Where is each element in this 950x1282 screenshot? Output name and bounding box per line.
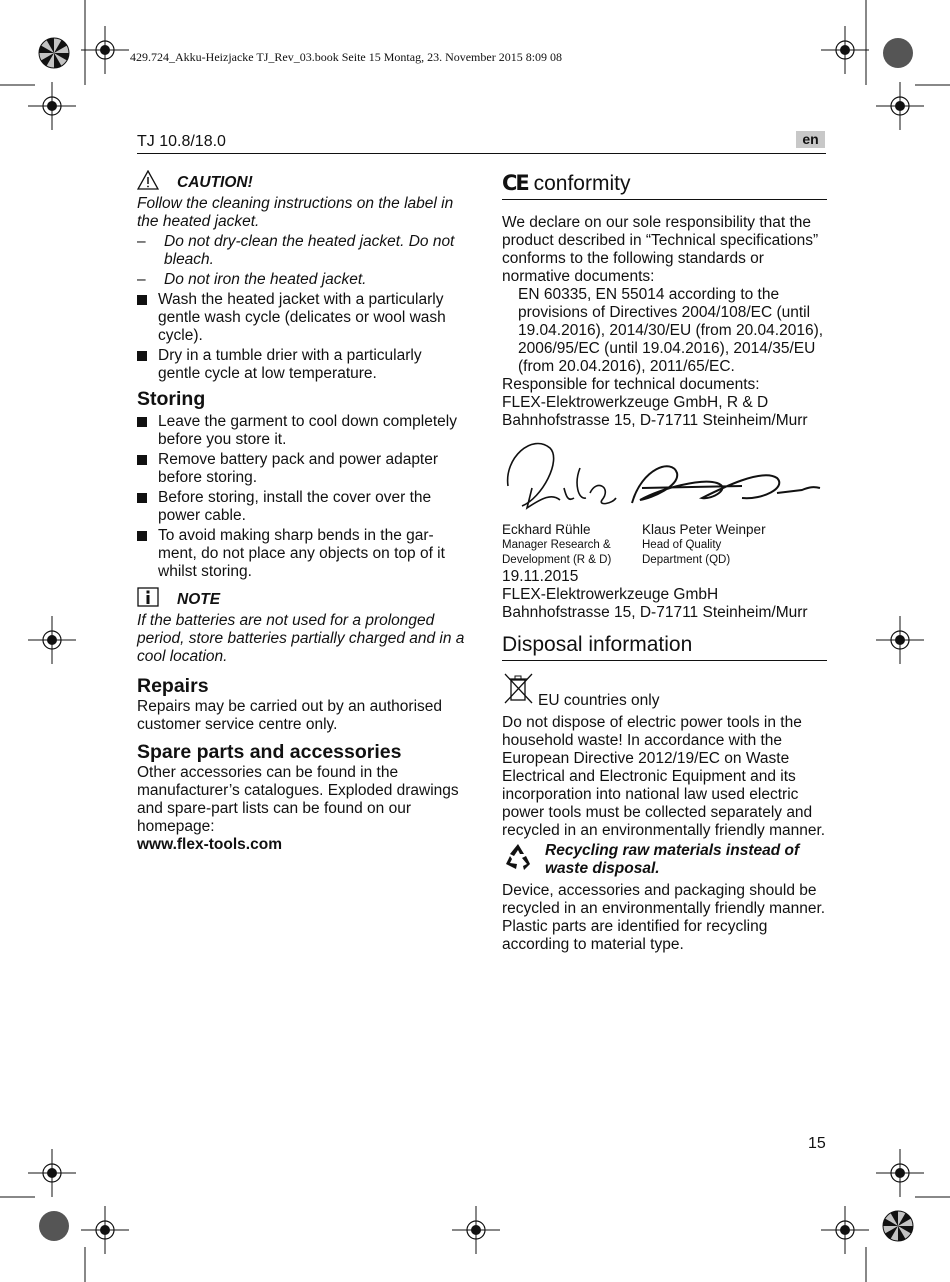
info-icon <box>137 587 177 612</box>
bullet-item: Before storing, install the cover over the power cable. <box>137 489 467 525</box>
note-text: If the batteries are not used for a prolonged period, store batteries partially charged and in a cool location. <box>137 612 465 665</box>
note-label: NOTE <box>177 590 221 608</box>
conformity-title: conformity <box>533 172 631 195</box>
recycling-callout <box>502 842 827 878</box>
bullet-item: Leave the garment to cool down completely before you store it. <box>137 413 467 449</box>
eu-only-label: EU countries only <box>538 692 660 709</box>
standards-text: EN 60335, EN 55014 according to the provisions of Directives 2004/108/EC (until 19.04.2016), 2014/30/EU (from 20.04.2016), 2006/95/EC (until 19.04.2016), 2014/35/EU (from 20.04.2016), 2011/65/EC. <box>518 286 824 375</box>
signatory-2-name: Klaus Peter Weinper <box>642 522 766 537</box>
ce-mark-icon: CE <box>502 171 528 195</box>
spare-parts-heading: Spare parts and accessories <box>137 741 402 763</box>
recycling-icon <box>502 842 545 878</box>
repairs-text: Repairs may be carried out by an authorised customer service centre only. <box>137 698 442 733</box>
storing-heading: Storing <box>137 388 206 410</box>
repairs-heading: Repairs <box>137 675 209 697</box>
company-name: FLEX-Elektrowerkzeuge GmbH <box>502 586 719 603</box>
declaration-date: 19.11.2015 <box>502 568 579 585</box>
bullet-item: Remove battery pack and power adapter before storing. <box>137 451 467 487</box>
signatory-1-role: Development (R & D) <box>502 554 612 566</box>
bullet-item: To avoid making sharp bends in the gar-ment, do not place any objects on top of it whilst storing. <box>137 527 467 581</box>
caution-text: Follow the cleaning instructions on the label in the heated jacket. <box>137 195 454 230</box>
disposal-heading: Disposal information <box>502 632 827 661</box>
left-column <box>137 170 467 854</box>
warning-triangle-icon <box>137 170 177 195</box>
conformity-heading <box>502 170 827 200</box>
dash-item: – Do not iron the heated jacket. <box>137 271 367 288</box>
spare-parts-text: Other accessories can be found in the manufacturer’s catalogues. Exploded drawings and spare-part lists can be found on our homepage: <box>137 764 459 835</box>
handwritten-signatures <box>502 438 827 518</box>
page-number: 15 <box>808 1135 826 1152</box>
responsible-address: Bahnhofstrasse 15, D-71711 Steinheim/Murr <box>502 412 808 429</box>
right-column <box>502 170 827 954</box>
signature-block <box>502 438 827 568</box>
recycling-title: Recycling raw materials instead of waste disposal. <box>545 842 800 877</box>
print-info-line: 429.724_Akku-Heizjacke TJ_Rev_03.book Seite 15 Montag, 23. November 2015 8:09 08 <box>130 50 563 64</box>
signatory-1-role: Manager Research & <box>502 539 611 551</box>
responsible-label: Responsible for technical documents: <box>502 376 760 393</box>
model-title: TJ 10.8/18.0 <box>137 133 226 150</box>
disposal-text: Do not dispose of electric power tools in the household waste! In accordance with the European Directive 2012/19/EC on Waste Electrical and Electronic Equipment and its incorporation into national law used electric power tools must be collected separately and recycled in an environmentally friendly manner. <box>502 714 826 839</box>
bullet-item: Dry in a tumble drier with a particularly gentle cycle at low temperature. <box>137 347 467 383</box>
note-callout <box>137 587 467 612</box>
declaration-text: We declare on our sole responsibility that the product described in “Technical specifications” conforms to the following standards or normative documents: <box>502 214 819 285</box>
website-link[interactable]: www.flex-tools.com <box>137 836 282 853</box>
caution-callout <box>137 170 467 195</box>
dash-item: – Do not dry-clean the heated jacket. Do not bleach. <box>137 233 455 268</box>
eu-only-row <box>502 673 827 710</box>
caution-label: CAUTION! <box>177 173 253 191</box>
responsible-company: FLEX-Elektrowerkzeuge GmbH, R & D <box>502 394 769 411</box>
recycling-text: Device, accessories and packaging should be recycled in an environmentally friendly manner. Plastic parts are identified for recycling according to material type. <box>502 882 826 953</box>
language-badge: en <box>796 131 825 148</box>
signatory-1-name: Eckhard Rühle <box>502 522 591 537</box>
crossed-bin-icon <box>502 673 536 710</box>
bullet-item: Wash the heated jacket with a particularly gentle wash cycle (delicates or wool wash cycle). <box>137 291 467 345</box>
signatory-2-role: Head of Quality <box>642 539 722 551</box>
company-address: Bahnhofstrasse 15, D-71711 Steinheim/Murr <box>502 604 808 621</box>
header-rule <box>137 153 826 154</box>
signatory-2-role: Department (QD) <box>642 554 731 566</box>
